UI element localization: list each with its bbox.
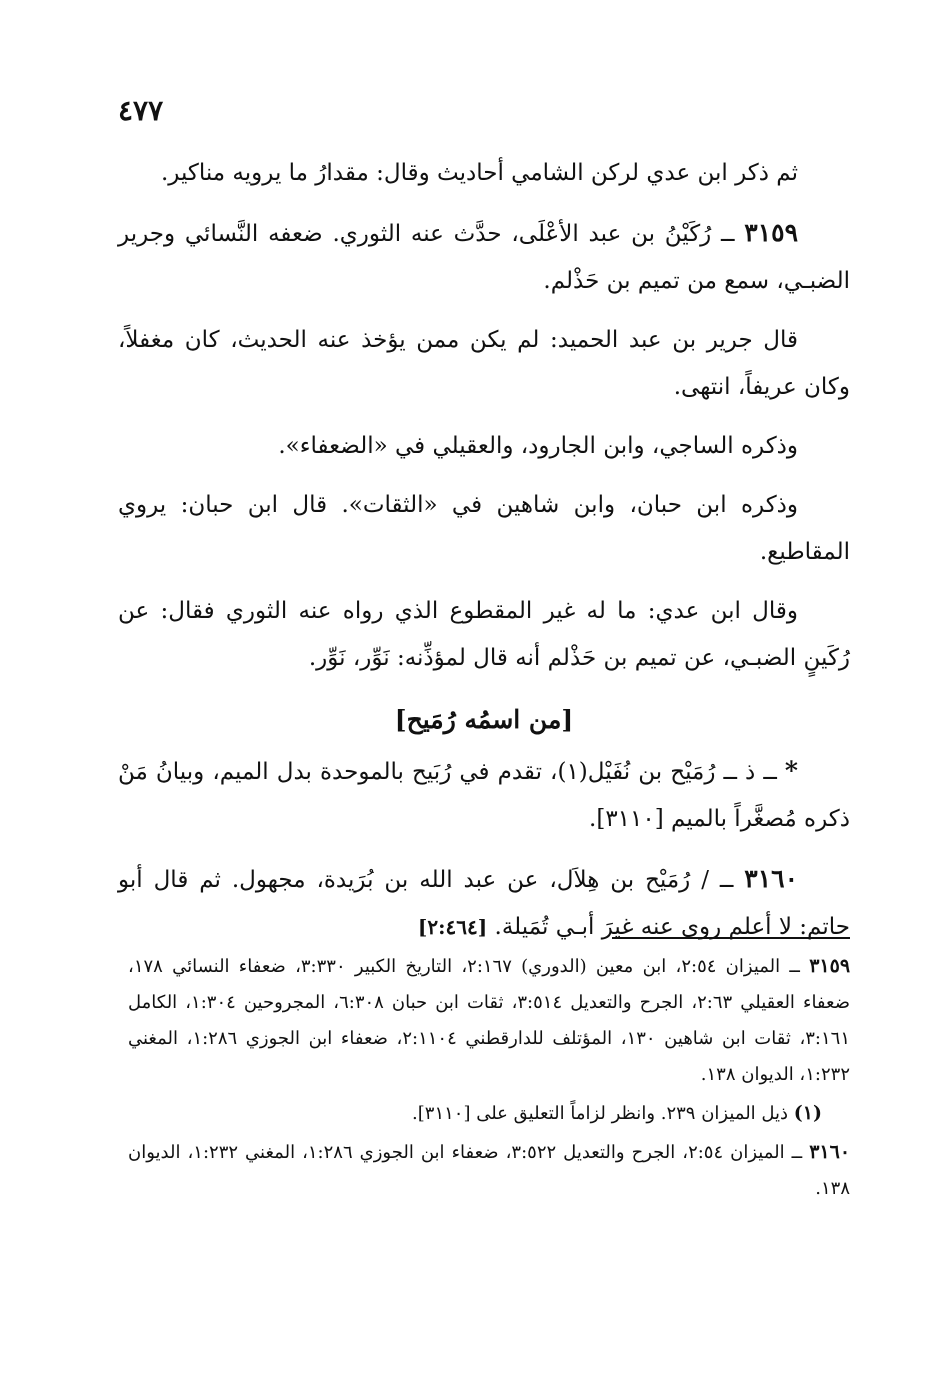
paragraph-ibn-hibban	[118, 482, 850, 576]
footnote-number: ٣١٦٠	[809, 1141, 851, 1163]
entry-text: ــ رُكَيْنُ بن عبد الأعْلَى، حدَّث عنه الثوري. ضعفه النَّسائي وجرير الضبـي، سمع من تميم بن حَذْلم.	[118, 221, 850, 294]
entry-number: ٣١٦٠	[744, 864, 798, 893]
main-text	[118, 150, 850, 963]
paragraph-text: وقال ابن عدي: ما له غير المقطوع الذي رواه عنه الثوري فقال: عن رُكَينٍ الضبـي، عن تميم بن حَذْلم أنه قال لمؤذِّنه: نَوِّر، نَوِّر.	[118, 598, 850, 671]
footnote-3159	[128, 948, 850, 1093]
footnote-text: ــ الميزان ٢:٥٤، الجرح والتعديل ٣:٥٢٢، ضعفاء ابن الجوزي ١:٢٨٦، المغني ١:٢٣٢، الديوان ١٣٨.	[128, 1142, 850, 1199]
footnote-number: (١)	[793, 1102, 822, 1124]
entry-text: ــ / رُمَيْح بن هِلاَل، عن عبد الله بن بُرَيدة، مجهول. ثم قال أبو حاتم: لا أعلم روى عنه غيرَ أبـي تُمَيلة.	[118, 867, 850, 940]
paragraph-text: وذكره ابن حبان، وابن شاهين في «الثقات». قال ابن حبان: يروي المقاطيع.	[118, 492, 850, 565]
paragraph-intro	[118, 150, 850, 197]
entry-3159	[118, 209, 850, 305]
footnote-3160	[128, 1134, 850, 1207]
volume-page-reference: [٢:٤٦٤]	[417, 915, 488, 939]
paragraph-text: قال جرير بن عبد الحميد: لم يكن ممن يؤخذ عنه الحديث، كان مغفلاً، وكان عريفاً، انتهى.	[118, 327, 850, 400]
footnotes	[128, 948, 850, 1209]
paragraph-sajee	[118, 423, 850, 470]
footnote-text: ــ الميزان ٢:٥٤، ابن معين (الدوري) ٢:١٦٧، التاريخ الكبير ٣:٣٣٠، ضعفاء النسائي ١٧٨، ضعفاء العقيلي ٢:٦٣، الجرح والتعديل ٣:٥١٤، ثقات ابن حبان ٦:٣٠٨، المجروحين ١:٣٠٤، الكامل ٣:١٦١، ثقات ابن شاهين ١٣٠، المؤتلف للدارقطني ٢:١١٠٤، ضعفاء ابن الجوزي ١:٢٨٦، المغني ١:٢٣٢، الديوان ١٣٨.	[128, 956, 851, 1085]
paragraph-text: ثم ذكر ابن عدي لركن الشامي أحاديث وقال: مقدارُ ما يرويه مناكير.	[160, 160, 798, 186]
entry-rumayh-nufayl	[118, 747, 850, 843]
section-heading: [من اسمُه رُمَيح]	[394, 705, 574, 734]
paragraph-jarir	[118, 317, 850, 411]
page-number: ٤٧٧	[118, 94, 164, 127]
footnote-text: ذيل الميزان ٢٣٩. وانظر لزاماً التعليق على [٣١١٠].	[412, 1103, 794, 1124]
entry-marker: *	[784, 756, 798, 785]
entry-text: ــ ذ ــ رُمَيْح بن نُفَيْل(١)، تقدم في رُبَيح بالموحدة بدل الميم، وبيانُ مَنْ ذكره مُصغَّراً بالميم [٣١١٠].	[118, 759, 850, 832]
paragraph-ibn-adi	[118, 588, 850, 682]
footnote-separator	[612, 937, 850, 939]
footnote-number: ٣١٥٩	[809, 955, 851, 977]
footnote-1	[128, 1095, 822, 1132]
paragraph-text: وذكره الساجي، وابن الجارود، والعقيلي في «الضعفاء».	[278, 433, 798, 459]
entry-number: ٣١٥٩	[744, 218, 798, 247]
